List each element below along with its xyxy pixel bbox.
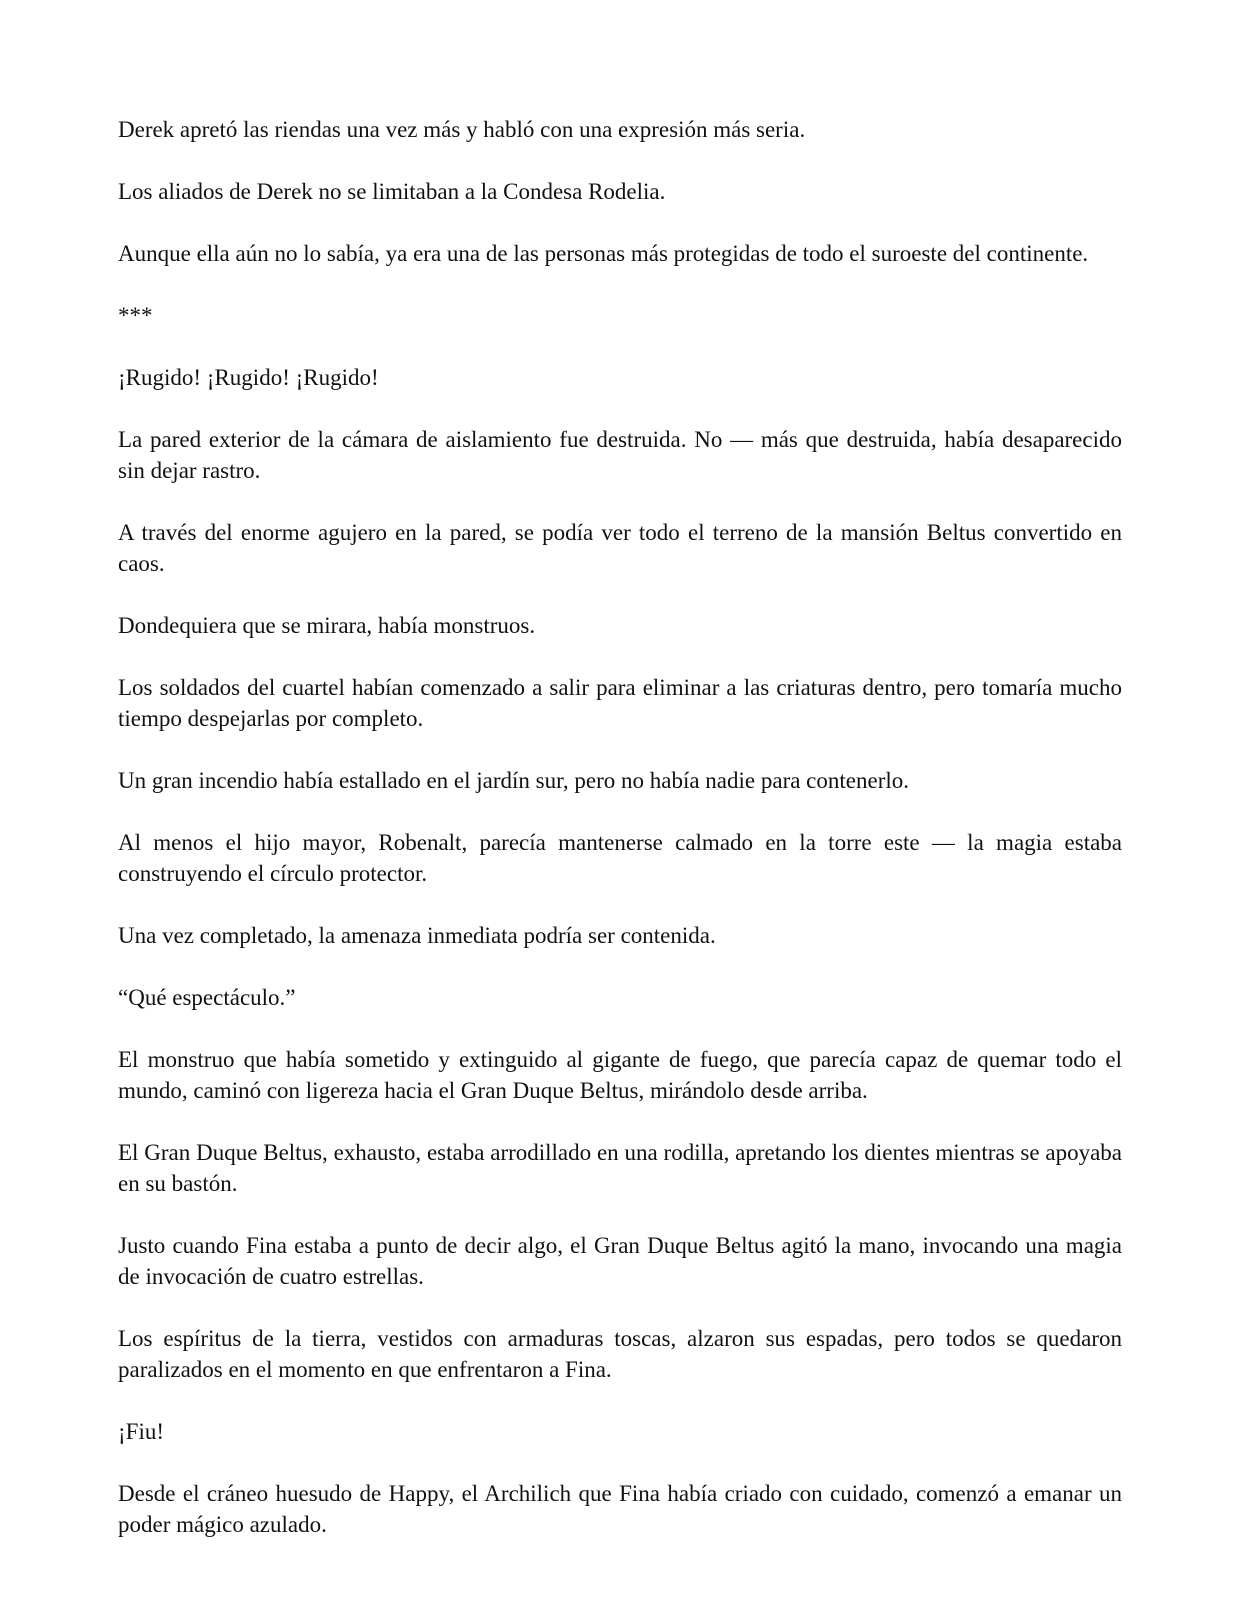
paragraph: Un gran incendio había estallado en el jardín sur, pero no había nadie para contenerlo. bbox=[118, 768, 909, 793]
paragraph: A través del enorme agujero en la pared, se podía ver todo el terreno de la mansión Beltus convertido en caos. bbox=[118, 520, 1122, 576]
paragraph: Aunque ella aún no lo sabía, ya era una de las personas más protegidas de todo el suroeste del continente. bbox=[118, 241, 1089, 266]
paragraph: El monstruo que había sometido y extinguido al gigante de fuego, que parecía capaz de quemar todo el mundo, caminó con ligereza hacia el Gran Duque Beltus, mirándolo desde arriba. bbox=[118, 1047, 1122, 1103]
scene-break: *** bbox=[118, 303, 153, 328]
dialogue-line: “Qué espectáculo.” bbox=[118, 985, 296, 1010]
paragraph: Los espíritus de la tierra, vestidos con armaduras toscas, alzaron sus espadas, pero todos se quedaron paralizados en el momento en que enfrentaron a Fina. bbox=[118, 1326, 1122, 1382]
paragraph: Dondequiera que se mirara, había monstruos. bbox=[118, 613, 536, 638]
paragraph: La pared exterior de la cámara de aislamiento fue destruida. No — más que destruida, había desaparecido sin dejar rastro. bbox=[118, 427, 1122, 483]
paragraph: El Gran Duque Beltus, exhausto, estaba arrodillado en una rodilla, apretando los dientes mientras se apoyaba en su bastón. bbox=[118, 1140, 1122, 1196]
document-page bbox=[118, 114, 1122, 1571]
paragraph: ¡Fiu! bbox=[118, 1419, 164, 1444]
paragraph: Una vez completado, la amenaza inmediata podría ser contenida. bbox=[118, 923, 716, 948]
paragraph: Justo cuando Fina estaba a punto de decir algo, el Gran Duque Beltus agitó la mano, invocando una magia de invocación de cuatro estrellas. bbox=[118, 1233, 1122, 1289]
paragraph: ¡Rugido! ¡Rugido! ¡Rugido! bbox=[118, 365, 379, 390]
paragraph: Derek apretó las riendas una vez más y habló con una expresión más seria. bbox=[118, 117, 806, 142]
paragraph: Desde el cráneo huesudo de Happy, el Archilich que Fina había criado con cuidado, comenzó a emanar un poder mágico azulado. bbox=[118, 1481, 1122, 1537]
paragraph: Los soldados del cuartel habían comenzado a salir para eliminar a las criaturas dentro, pero tomaría mucho tiempo despejarlas por completo. bbox=[118, 675, 1122, 731]
paragraph: Al menos el hijo mayor, Robenalt, parecía mantenerse calmado en la torre este — la magia estaba construyendo el círculo protector. bbox=[118, 830, 1122, 886]
paragraph: Los aliados de Derek no se limitaban a la Condesa Rodelia. bbox=[118, 179, 666, 204]
